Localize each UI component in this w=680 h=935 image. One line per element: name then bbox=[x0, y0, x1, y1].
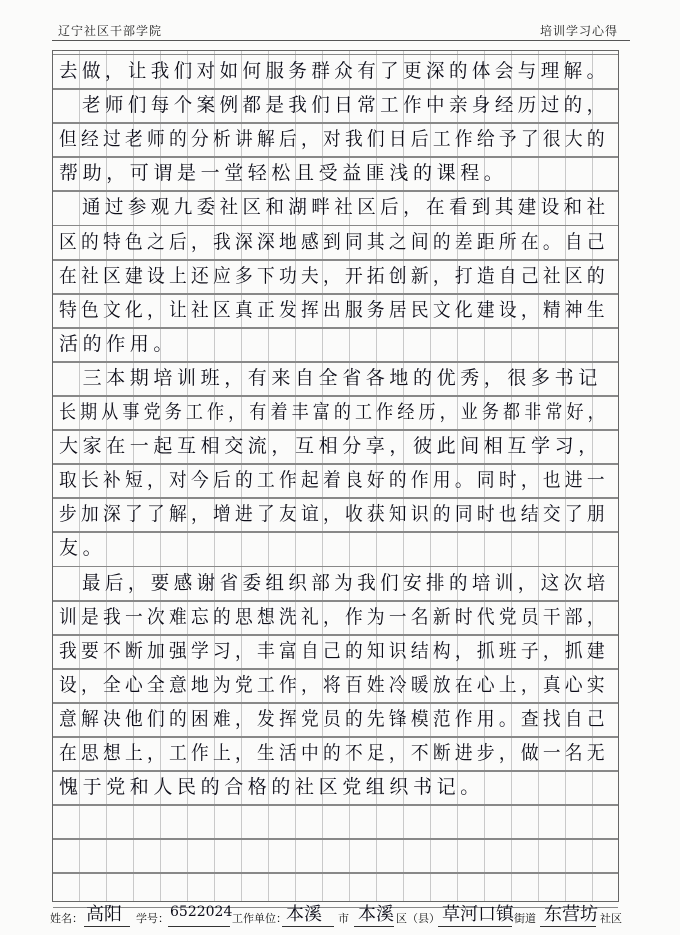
footer-info bbox=[40, 900, 640, 928]
grid-row bbox=[53, 634, 618, 670]
grid-row bbox=[53, 122, 618, 158]
district-underline bbox=[354, 926, 394, 927]
essay-line: 大家在一起互相交流，互相分享，彼此间相互学习， bbox=[59, 435, 602, 458]
writing-grid bbox=[52, 50, 619, 902]
essay-line: 长期从事党务工作，有着丰富的工作经历，业务都非常好， bbox=[59, 401, 609, 423]
name-label: 姓名： bbox=[50, 912, 83, 925]
grid-row bbox=[53, 600, 618, 636]
essay-line: 区的特色之后，我深深地感到同其之间的差距所在。自己 bbox=[59, 230, 609, 253]
grid-row bbox=[53, 804, 618, 840]
grid-row bbox=[53, 497, 618, 533]
grid-row bbox=[53, 88, 618, 124]
community-underline bbox=[540, 926, 596, 927]
district-suffix: 区（县） bbox=[396, 912, 440, 925]
grid-row bbox=[53, 702, 618, 738]
essay-line: 特色文化，让社区真正发挥出服务居民文化建设，精神生 bbox=[59, 298, 609, 321]
essay-line: 但经过老师的分析讲解后，对我们日后工作给予了很大的 bbox=[59, 128, 609, 151]
grid-row bbox=[53, 566, 618, 602]
essay-line: 取长补短，对今后的工作起着良好的作用。同时，也进一 bbox=[59, 469, 609, 492]
essay-line: 意解决他们的困难，发挥党员的先锋模范作用。查找自己 bbox=[59, 707, 609, 730]
grid-row bbox=[53, 225, 618, 261]
district-value: 本溪 bbox=[358, 904, 394, 925]
essay-line: 在社区建设上还应多下功夫，开拓创新，打造自己社区的 bbox=[59, 264, 609, 287]
institution-header: 辽宁社区干部学院 bbox=[58, 24, 163, 38]
essay-line: 友。 bbox=[59, 537, 107, 560]
grid-row bbox=[53, 395, 618, 431]
street-underline bbox=[438, 926, 512, 927]
grid-row bbox=[53, 668, 618, 704]
grid-row bbox=[53, 361, 618, 397]
grid-row bbox=[53, 190, 618, 226]
city-value: 本溪 bbox=[286, 904, 322, 925]
name-underline bbox=[84, 926, 130, 927]
essay-line: 三本期培训班，有来自全省各地的优秀，很多书记 bbox=[59, 366, 602, 389]
essay-line: 在思想上，工作上，生活中的不足，不断进步，做一名无 bbox=[59, 742, 609, 764]
grid-row bbox=[53, 259, 618, 295]
grid-row bbox=[53, 293, 618, 329]
essay-line: 我要不断加强学习，丰富自己的知识结构，抓班子，抓建 bbox=[59, 639, 609, 662]
street-suffix: 街道 bbox=[514, 912, 536, 925]
essay-line: 愧于党和人民的合格的社区党组织书记。 bbox=[59, 776, 484, 799]
name-value: 高阳 bbox=[86, 904, 122, 925]
grid-row bbox=[53, 429, 618, 465]
grid-row bbox=[53, 54, 618, 90]
grid-row bbox=[53, 770, 618, 806]
grid-row bbox=[53, 463, 618, 499]
community-suffix: 社区 bbox=[600, 912, 622, 925]
grid-row bbox=[53, 327, 618, 363]
essay-line: 去做，让我们对如何服务群众有了更深的体会与理解。 bbox=[59, 60, 610, 82]
city-underline bbox=[282, 926, 334, 927]
essay-line: 步加深了了解，增进了友谊，收获知识的同时也结交了朋 bbox=[59, 503, 609, 526]
essay-line: 活的作用。 bbox=[59, 332, 178, 355]
community-value: 东营坊 bbox=[544, 904, 598, 925]
essay-line: 设，全心全意地为党工作，将百姓冷暖放在心上，真心实 bbox=[59, 673, 609, 696]
id-label: 学号： bbox=[136, 912, 169, 925]
document-type-header: 培训学习心得 bbox=[539, 24, 618, 38]
essay-line: 老师们每个案例都是我们日常工作中亲身经历过的， bbox=[59, 94, 610, 117]
grid-row bbox=[53, 736, 618, 772]
grid-row bbox=[53, 531, 618, 567]
grid-row bbox=[53, 838, 618, 874]
id-underline bbox=[168, 926, 230, 927]
grid-row bbox=[53, 156, 618, 192]
city-suffix: 市 bbox=[338, 912, 349, 925]
essay-line: 训是我一次难忘的思想洗礼，作为一名新时代党员干部， bbox=[59, 605, 609, 628]
work-unit-label: 工作单位： bbox=[232, 912, 287, 925]
street-value: 草河口镇 bbox=[442, 904, 514, 925]
header-rule bbox=[52, 40, 630, 41]
essay-line: 帮助，可谓是一堂轻松且受益匪浅的课程。 bbox=[59, 162, 508, 185]
essay-line: 通过参观九委社区和湖畔社区后，在看到其建设和社 bbox=[59, 196, 610, 219]
essay-line: 最后，要感谢省委组织部为我们安排的培训，这次培 bbox=[59, 571, 610, 594]
id-value: 6522024 bbox=[170, 904, 233, 920]
